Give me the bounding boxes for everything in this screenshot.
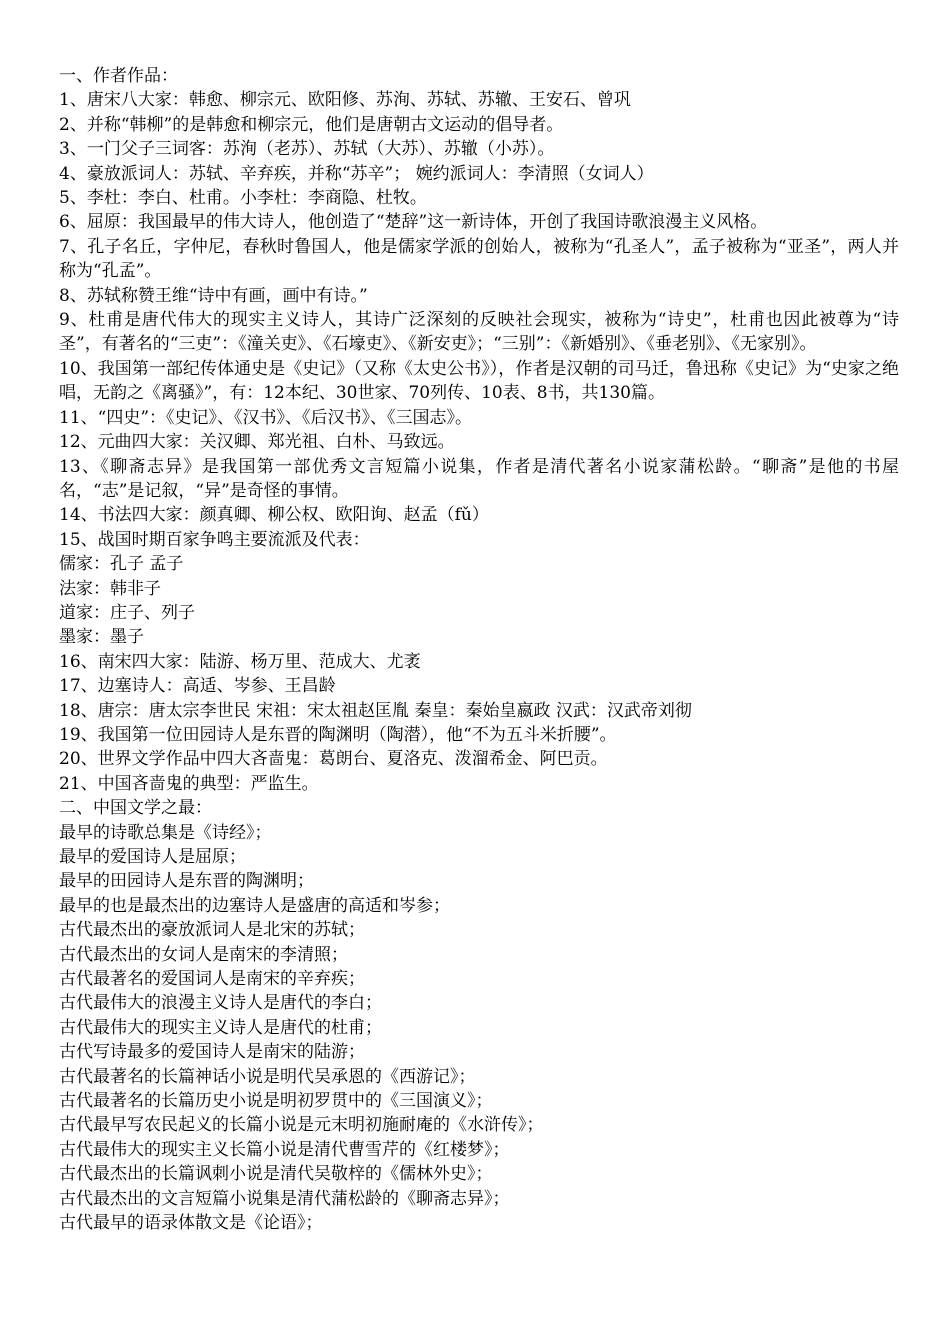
list-item: 3、一门父子三词客：苏洵（老苏）、苏轼（大苏）、苏辙（小苏）。 bbox=[59, 139, 555, 160]
section-heading-literature-firsts: 二、中国文学之最： bbox=[59, 798, 212, 819]
list-item: 古代最杰出的豪放派词人是北宋的苏轼； bbox=[59, 920, 365, 941]
list-item: 16、南宋四大家：陆游、杨万里、范成大、尤袤 bbox=[59, 651, 421, 672]
list-item: 11、“四史”：《史记》、《汉书》、《后汉书》、《三国志》。 bbox=[59, 407, 473, 428]
list-item: 古代最杰出的文言短篇小说集是清代蒲松龄的《聊斋志异》； bbox=[59, 1188, 510, 1209]
document-body bbox=[59, 64, 899, 1236]
list-item: 法家：韩非子 bbox=[59, 578, 161, 599]
list-item: 墨家：墨子 bbox=[59, 627, 144, 648]
section-heading-authors: 一、作者作品： bbox=[59, 66, 178, 86]
list-item: 4、豪放派词人：苏轼、辛弃疾，并称“苏辛”； 婉约派词人：李清照（女词人） bbox=[59, 163, 654, 184]
list-item: 古代最早写农民起义的长篇小说是元末明初施耐庵的《水浒传》； bbox=[59, 1115, 544, 1136]
list-item: 古代最伟大的现实主义诗人是唐代的杜甫； bbox=[59, 1017, 382, 1038]
list-item: 古代写诗最多的爱国诗人是南宋的陆游； bbox=[59, 1042, 365, 1063]
list-item: 儒家：孔子 孟子 bbox=[59, 554, 184, 575]
list-item: 9、杜甫是唐代伟大的现实主义诗人，其诗广泛深刻的反映社会现实，被称为“诗史”，杜甫也因此被尊为“诗圣”，有著名的“三吏”：《潼关吏》、《石壕吏》、《新安吏》；“三别”：《新婚别》、《垂老别》、《无家别》。 bbox=[59, 310, 899, 355]
list-item: 古代最著名的爱国词人是南宋的辛弃疾； bbox=[59, 969, 365, 990]
list-item: 13、《聊斋志异》是我国第一部优秀文言短篇小说集，作者是清代著名小说家蒲松龄。“聊斋”是他的书屋名，“志”是记叙，“异”是奇怪的事情。 bbox=[59, 456, 899, 501]
list-item: 15、战国时期百家争鸣主要流派及代表： bbox=[59, 529, 370, 550]
list-item: 6、屈原：我国最早的伟大诗人，他创造了“楚辞”这一新诗体，开创了我国诗歌浪漫主义风格。 bbox=[59, 212, 768, 233]
list-item: 古代最伟大的现实主义长篇小说是清代曹雪芹的《红楼梦》； bbox=[59, 1139, 510, 1160]
list-item: 最早的爱国诗人是屈原； bbox=[59, 847, 246, 867]
list-item: 2、并称“韩柳”的是韩愈和柳宗元，他们是唐朝古文运动的倡导者。 bbox=[59, 114, 564, 135]
list-item: 最早的诗歌总集是《诗经》； bbox=[59, 822, 272, 843]
list-item: 14、书法四大家：颜真卿、柳公权、欧阳询、赵孟（fǔ） bbox=[59, 505, 489, 526]
list-item: 18、唐宗：唐太宗李世民 宋祖：宋太祖赵匡胤 秦皇：秦始皇嬴政 汉武：汉武帝刘彻 bbox=[59, 700, 692, 721]
list-item: 17、边塞诗人：高适、岑参、王昌龄 bbox=[59, 676, 336, 697]
list-item: 古代最著名的长篇神话小说是明代吴承恩的《西游记》； bbox=[59, 1066, 476, 1087]
list-item: 20、世界文学作品中四大吝啬鬼：葛朗台、夏洛克、泼溜希金、阿巴贡。 bbox=[59, 749, 608, 770]
list-item: 8、苏轼称赞王维“诗中有画，画中有诗。” bbox=[59, 285, 368, 306]
list-item: 12、元曲四大家：关汉卿、郑光祖、白朴、马致远。 bbox=[59, 432, 455, 453]
list-item: 5、李杜：李白、杜甫。小李杜：李商隐、杜牧。 bbox=[59, 188, 427, 209]
list-item: 21、中国吝啬鬼的典型：严监生。 bbox=[59, 773, 319, 794]
list-item: 古代最杰出的长篇讽刺小说是清代吴敬梓的《儒林外史》； bbox=[59, 1164, 493, 1185]
list-item: 古代最伟大的浪漫主义诗人是唐代的李白； bbox=[59, 993, 382, 1014]
list-item: 最早的也是最杰出的边塞诗人是盛唐的高适和岑参； bbox=[59, 895, 450, 916]
list-item: 10、我国第一部纪传体通史是《史记》（又称《太史公书》），作者是汉朝的司马迁，鲁迅称《史记》为“史家之绝唱，无韵之《离骚》”，有：12本纪、30世家、70列传、10表、8书，共130篇。 bbox=[59, 358, 899, 404]
list-item: 7、孔子名丘，字仲尼，春秋时鲁国人，他是儒家学派的创始人，被称为“孔圣人”，孟子被称为“亚圣”，两人并称为“孔孟”。 bbox=[59, 236, 899, 282]
list-item: 1、唐宋八大家：韩愈、柳宗元、欧阳修、苏洵、苏轼、苏辙、王安石、曾巩 bbox=[59, 90, 631, 111]
list-item: 古代最杰出的女词人是南宋的李清照； bbox=[59, 944, 348, 965]
list-item: 古代最早的语录体散文是《论语》； bbox=[59, 1213, 323, 1234]
list-item: 道家：庄子、列子 bbox=[59, 602, 195, 623]
list-item: 19、我国第一位田园诗人是东晋的陶渊明（陶潜），他“不为五斗米折腰”。 bbox=[59, 724, 617, 745]
list-item: 古代最著名的长篇历史小说是明初罗贯中的《三国演义》； bbox=[59, 1091, 493, 1112]
list-item: 最早的田园诗人是东晋的陶渊明； bbox=[59, 871, 314, 892]
